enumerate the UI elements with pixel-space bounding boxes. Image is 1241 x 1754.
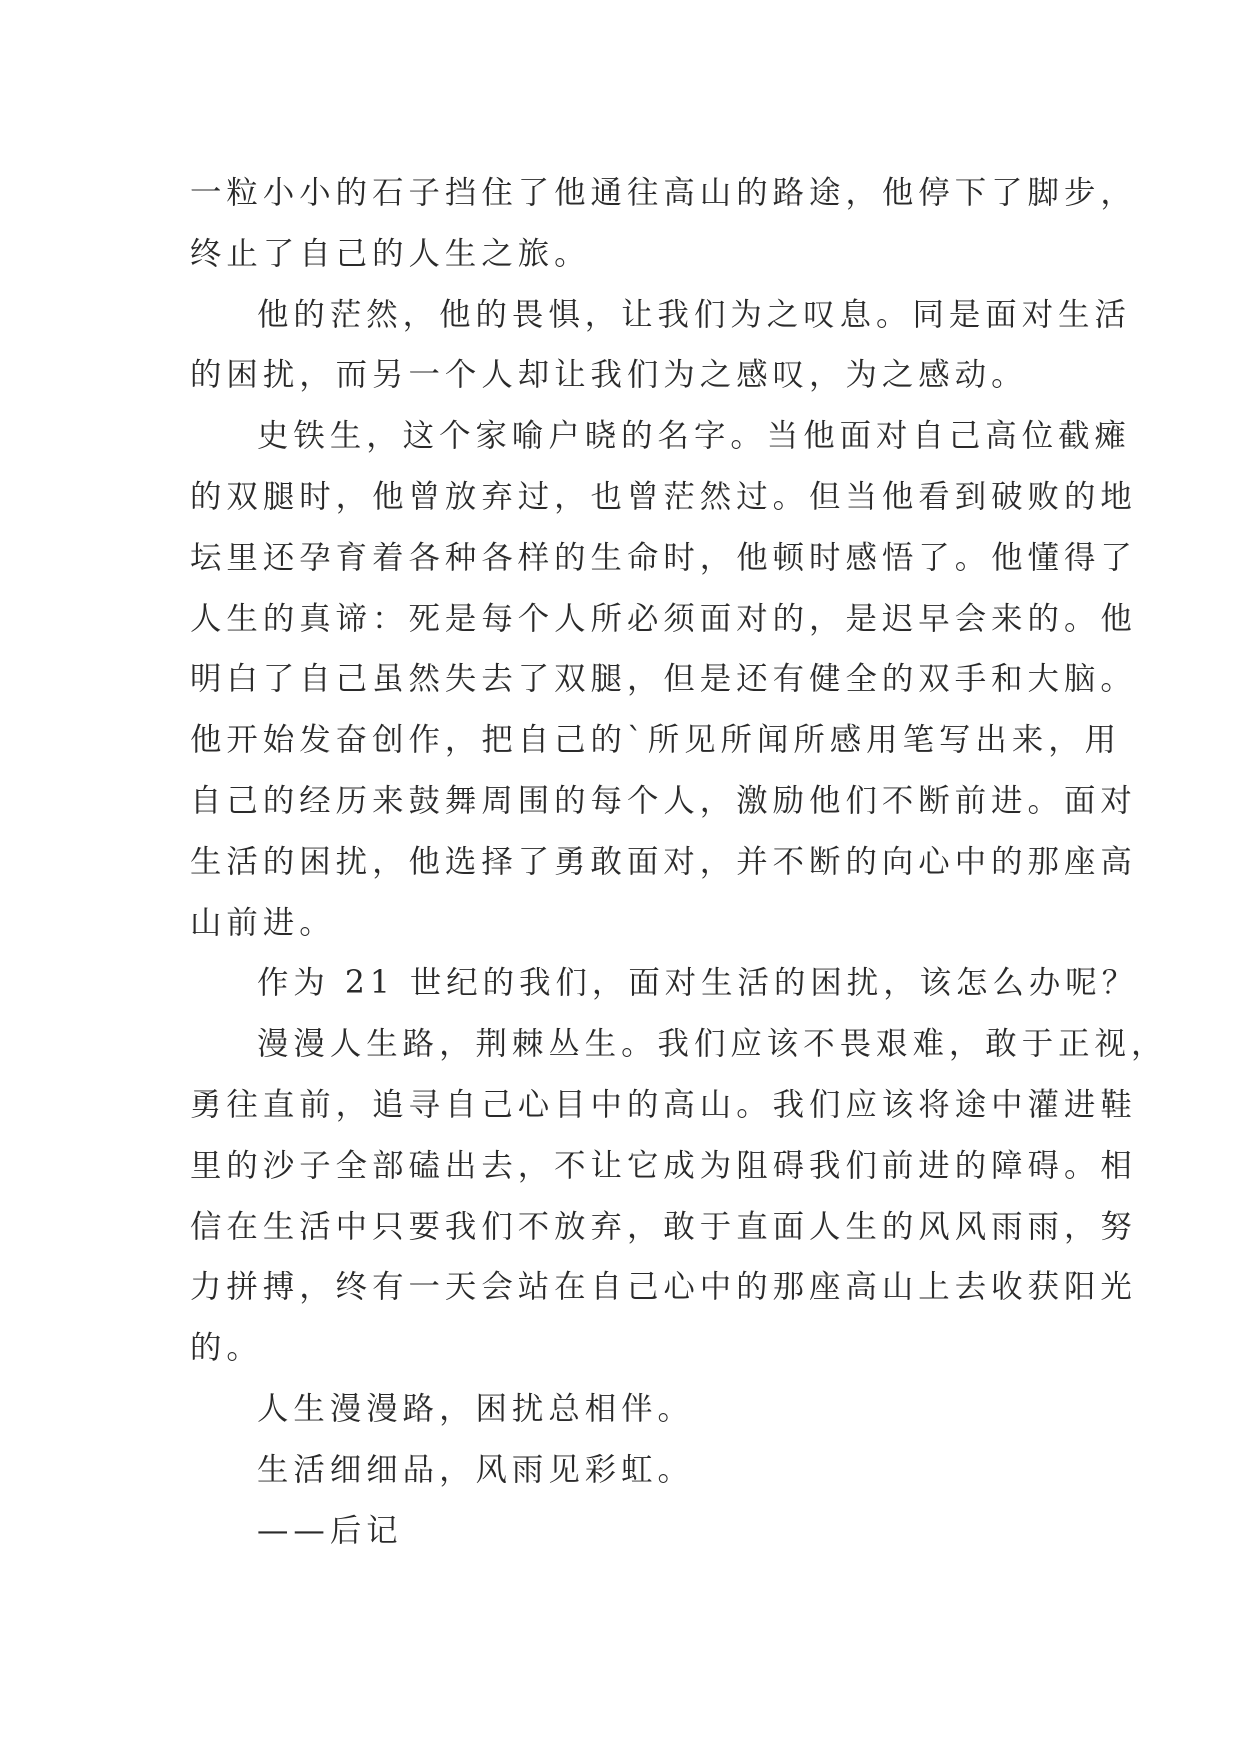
- text-line: 里的沙子全部磕出去，不让它成为阻碍我们前进的障碍。相: [190, 1147, 1137, 1184]
- text-line: 勇往直前，追寻自己心目中的高山。我们应该将途中灌进鞋: [190, 1086, 1137, 1123]
- text-line: 信在生活中只要我们不放弃，敢于直面人生的风风雨雨，努: [190, 1208, 1137, 1245]
- text-line: 生活细细品，风雨见彩虹。: [257, 1451, 694, 1488]
- text-line: 坛里还孕育着各种各样的生命时，他顿时感悟了。他懂得了: [190, 539, 1137, 576]
- text-line: 生活的困扰，他选择了勇敢面对，并不断的向心中的那座高: [190, 843, 1137, 880]
- document-body: [190, 163, 1168, 1561]
- text-line: 的双腿时，他曾放弃过，也曾茫然过。但当他看到破败的地: [190, 478, 1137, 515]
- text-line: 明白了自己虽然失去了双腿，但是还有健全的双手和大脑。: [190, 661, 1137, 698]
- text-line: 一粒小小的石子挡住了他通往高山的路途，他停下了脚步，: [190, 175, 1137, 211]
- text-line: 力拼搏，终有一天会站在自己心中的那座高山上去收获阳光: [190, 1269, 1137, 1306]
- text-line: 人生漫漫路，困扰总相伴。: [257, 1390, 694, 1427]
- text-line: 人生的真谛：死是每个人所必须面对的，是迟早会来的。他: [190, 600, 1137, 637]
- text-line: 终止了自己的人生之旅。: [190, 235, 591, 272]
- text-line: 的困扰，而另一个人却让我们为之感叹，为之感动。: [190, 357, 1028, 394]
- text-line: 山前进。: [190, 904, 336, 941]
- text-line: 他开始发奋创作，把自己的`所见所闻所感用笔写出来，用: [190, 722, 1122, 759]
- text-line: ——后记: [257, 1512, 403, 1549]
- text-line: 自己的经历来鼓舞周围的每个人，激励他们不断前进。面对: [190, 782, 1137, 819]
- text-line: 史铁生，这个家喻户晓的名字。当他面对自己高位截瘫: [257, 418, 1131, 455]
- text-line: 作为 21 世纪的我们，面对生活的困扰，该怎么办呢？: [257, 965, 1139, 1002]
- text-line: 的。: [190, 1330, 263, 1367]
- text-line: 他的茫然，他的畏惧，让我们为之叹息。同是面对生活: [257, 296, 1131, 333]
- text-line: 漫漫人生路，荆棘丛生。我们应该不畏艰难，敢于正视，: [257, 1026, 1168, 1063]
